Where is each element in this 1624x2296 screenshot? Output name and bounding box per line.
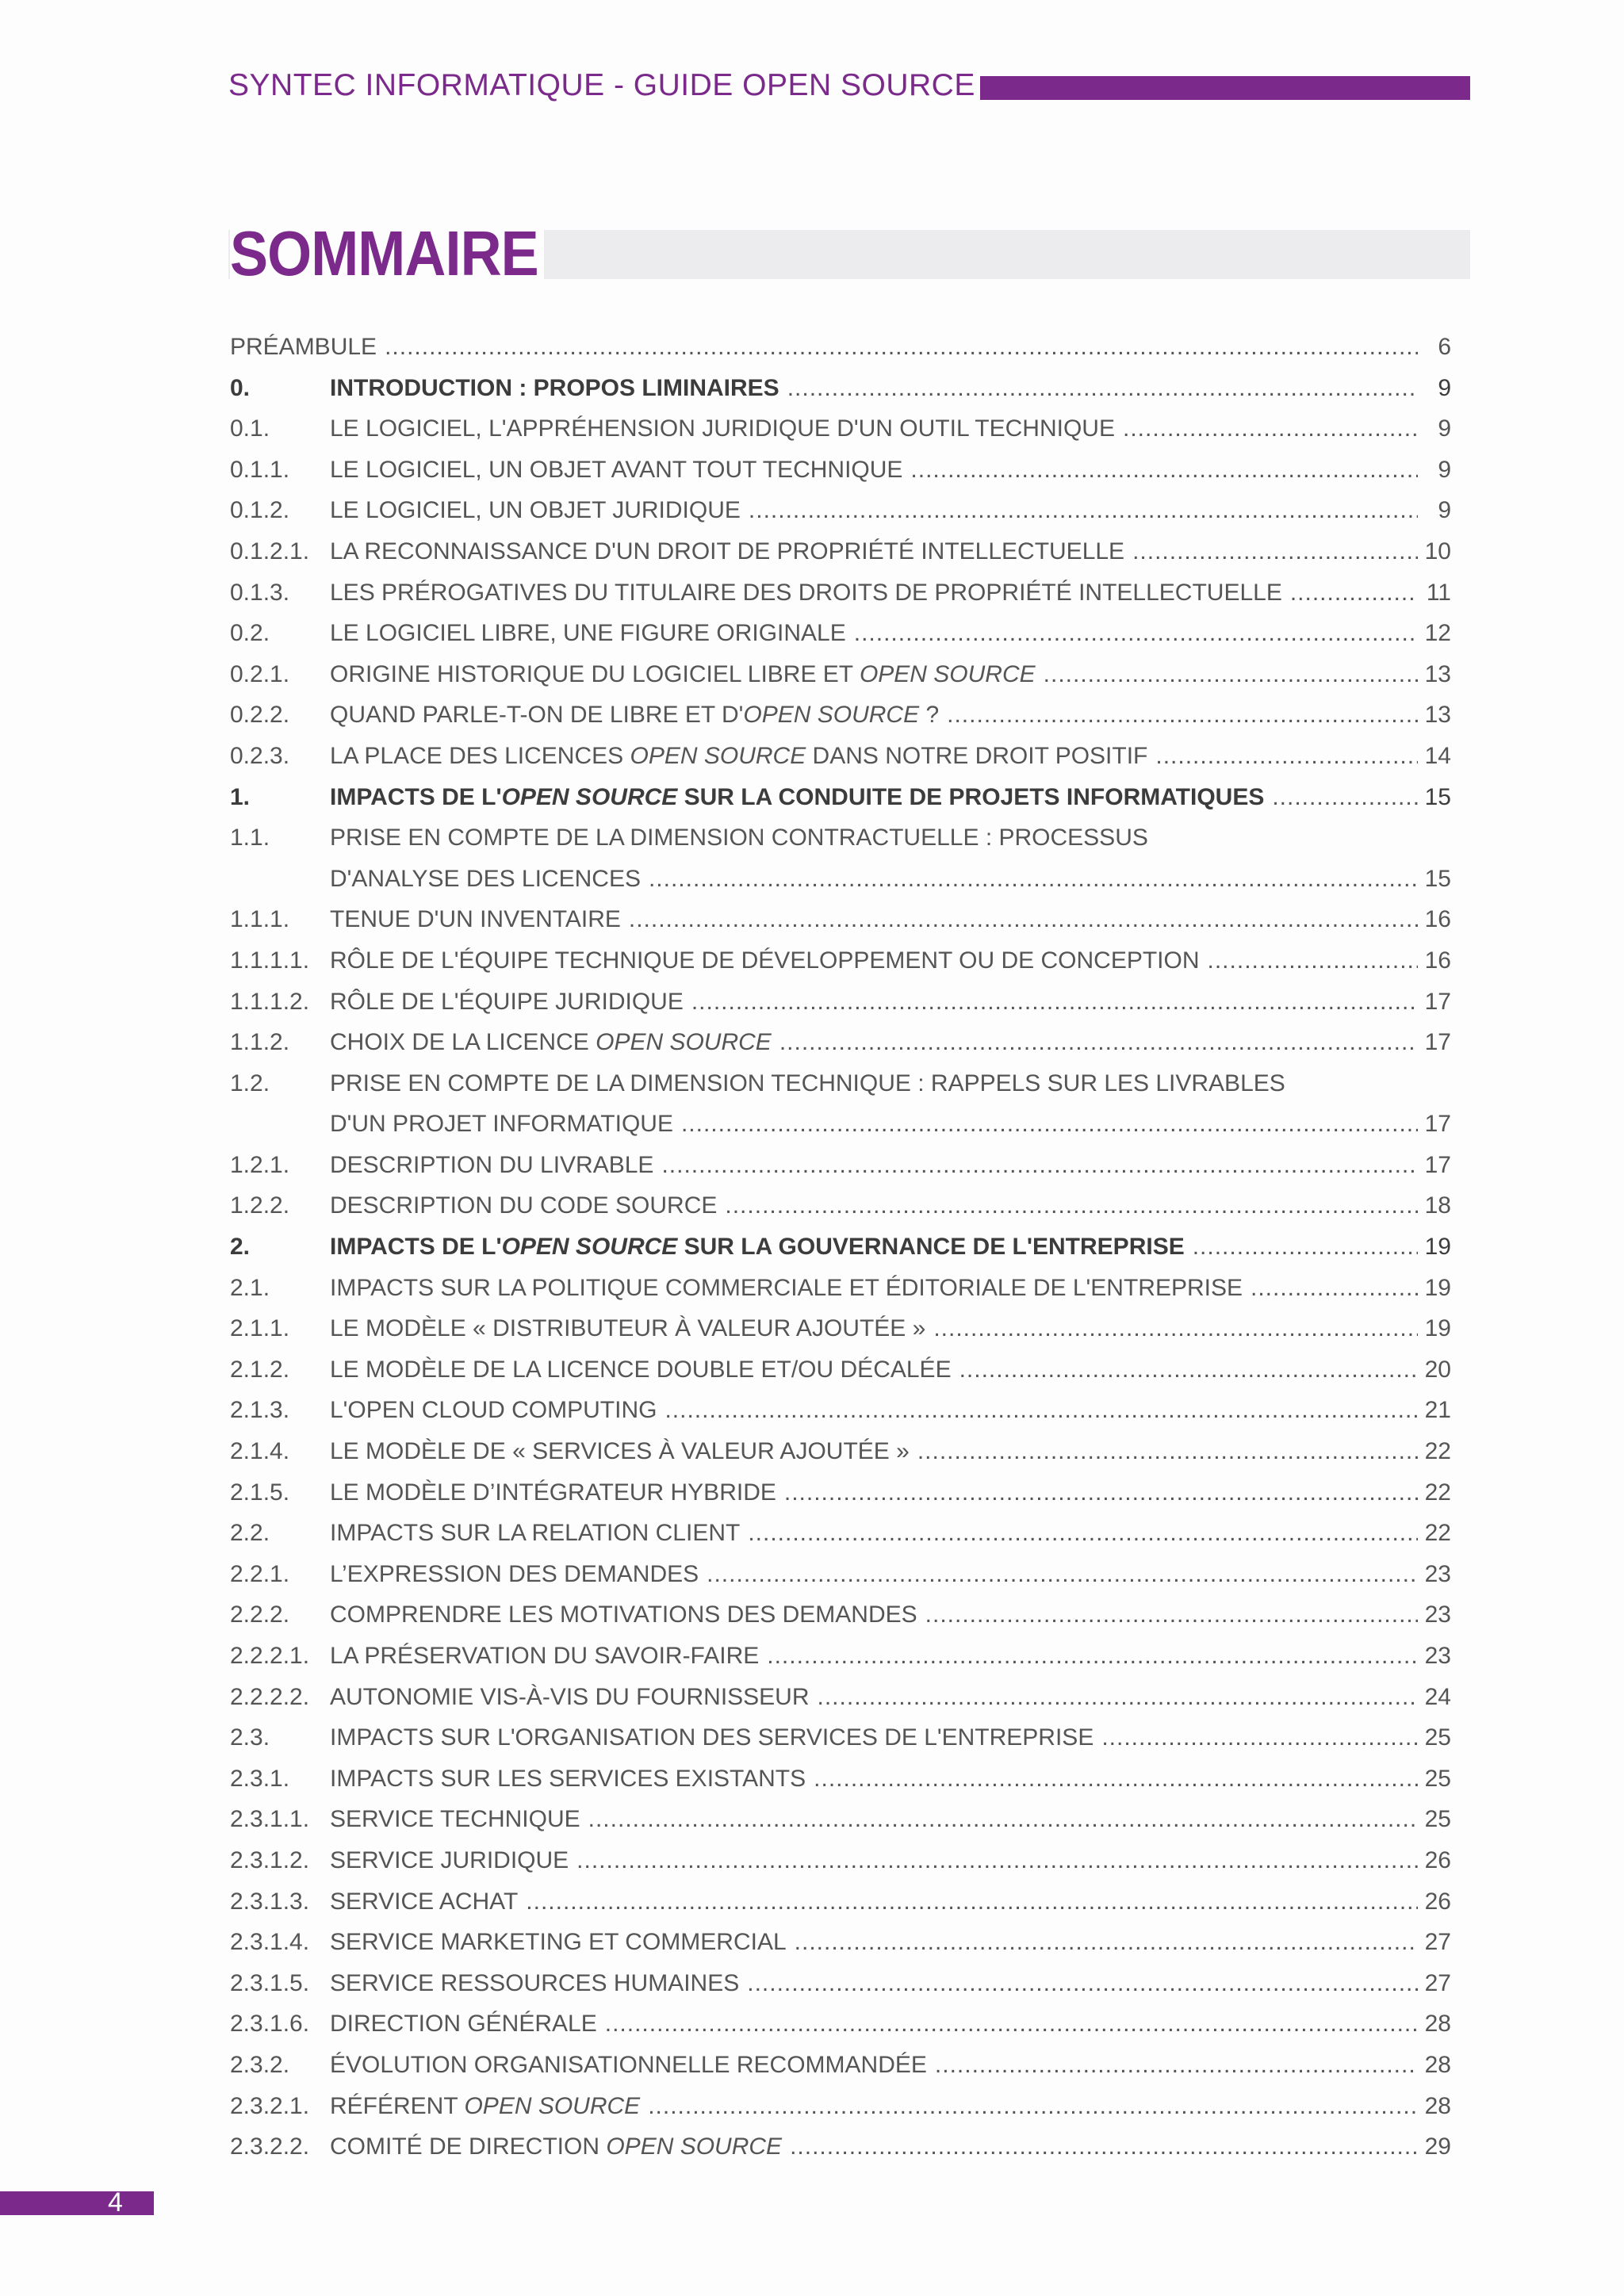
toc-entry-number: 2.3.2. bbox=[230, 2051, 290, 2078]
toc-entry bbox=[230, 1963, 1451, 2004]
toc-entry-title: SERVICE JURIDIQUE bbox=[330, 1846, 569, 1873]
toc-entry-number: 2.1.5. bbox=[230, 1479, 290, 1506]
toc-entry-title: LES PRÉROGATIVES DU TITULAIRE DES DROITS DE PROPRIÉTÉ INTELLECTUELLE bbox=[330, 579, 1282, 606]
toc-dot-leader bbox=[959, 1349, 1418, 1391]
toc-entry-page: 25 bbox=[1424, 1806, 1451, 1833]
toc-entry-title: IMPACTS DE L'OPEN SOURCE SUR LA CONDUITE DE PROJETS INFORMATIQUES bbox=[330, 783, 1265, 810]
toc-entry-number: 2.3.1.6. bbox=[230, 2011, 310, 2038]
toc-entry bbox=[230, 531, 1451, 572]
toc-entry bbox=[230, 1677, 1451, 1718]
toc-entry-title: QUAND PARLE-T-ON DE LIBRE ET D'OPEN SOURCE ? bbox=[330, 702, 940, 729]
toc-dot-leader bbox=[854, 613, 1418, 654]
toc-entry-page: 11 bbox=[1426, 579, 1451, 606]
toc-entry-page: 19 bbox=[1424, 1234, 1451, 1261]
toc-dot-leader bbox=[576, 1840, 1418, 1881]
toc-entry-number: 1.1. bbox=[230, 825, 270, 851]
toc-dot-leader bbox=[1272, 777, 1418, 818]
toc-entry bbox=[230, 408, 1451, 450]
toc-entry bbox=[230, 859, 1451, 900]
toc-entry bbox=[230, 1840, 1451, 1881]
toc-entry-page: 19 bbox=[1424, 1315, 1451, 1342]
toc-entry bbox=[230, 1349, 1451, 1391]
toc-entry-number: 2.3.1.1. bbox=[230, 1806, 310, 1833]
toc-entry bbox=[230, 982, 1451, 1023]
toc-entry-number: 2.2.1. bbox=[230, 1560, 290, 1587]
toc-entry bbox=[230, 736, 1451, 777]
toc-entry bbox=[230, 2126, 1451, 2168]
toc-entry bbox=[230, 1636, 1451, 1677]
toc-entry-page: 12 bbox=[1424, 620, 1451, 647]
toc-entry-page: 27 bbox=[1424, 1969, 1451, 1996]
toc-entry-page: 21 bbox=[1424, 1397, 1451, 1424]
toc-entry bbox=[230, 1472, 1451, 1513]
toc-entry-title: DESCRIPTION DU CODE SOURCE bbox=[330, 1192, 718, 1219]
toc-entry-page: 22 bbox=[1424, 1520, 1451, 1547]
toc-entry-title: AUTONOMIE VIS-À-VIS DU FOURNISSEUR bbox=[330, 1683, 810, 1710]
toc-entry-page: 26 bbox=[1424, 1846, 1451, 1873]
toc-entry bbox=[230, 1431, 1451, 1472]
toc-entry-number: 2.3.2.2. bbox=[230, 2133, 310, 2160]
toc-entry bbox=[230, 1226, 1451, 1268]
toc-dot-leader bbox=[935, 2045, 1418, 2086]
toc-dot-leader bbox=[910, 450, 1418, 491]
toc-dot-leader bbox=[1132, 531, 1418, 572]
toc-dot-leader bbox=[629, 899, 1418, 940]
toc-dot-leader bbox=[784, 1472, 1418, 1513]
toc-entry-number: 0. bbox=[230, 374, 251, 401]
toc-entry bbox=[230, 450, 1451, 491]
toc-entry bbox=[230, 2086, 1451, 2127]
toc-entry-page: 28 bbox=[1424, 2051, 1451, 2078]
toc-entry-page: 23 bbox=[1424, 1601, 1451, 1628]
page-number: 4 bbox=[108, 2187, 123, 2218]
toc-entry-page: 23 bbox=[1424, 1560, 1451, 1587]
toc-entry bbox=[230, 1022, 1451, 1063]
toc-entry-title: LE LOGICIEL, UN OBJET JURIDIQUE bbox=[330, 497, 741, 524]
toc-entry-title: DESCRIPTION DU LIVRABLE bbox=[330, 1151, 654, 1178]
toc-entry bbox=[230, 1594, 1451, 1636]
toc-entry bbox=[230, 777, 1451, 818]
toc-entry-number: 2.2.2. bbox=[230, 1601, 290, 1628]
toc-entry-title: L'OPEN CLOUD COMPUTING bbox=[330, 1397, 657, 1424]
toc-entry-title: ORIGINE HISTORIQUE DU LOGICIEL LIBRE ET OPEN SOURCE bbox=[330, 660, 1036, 687]
toc-entry-page: 9 bbox=[1438, 497, 1451, 524]
toc-entry-number: 0.2.1. bbox=[230, 660, 290, 687]
toc-dot-leader bbox=[707, 1554, 1418, 1595]
toc-entry bbox=[230, 1881, 1451, 1923]
toc-entry-title: DIRECTION GÉNÉRALE bbox=[330, 2011, 597, 2038]
toc-entry-page: 15 bbox=[1424, 783, 1451, 810]
toc-entry-number: 2.2. bbox=[230, 1520, 270, 1547]
toc-dot-leader bbox=[1251, 1268, 1418, 1309]
toc-entry-number: 2.3. bbox=[230, 1724, 270, 1751]
toc-entry-page: 22 bbox=[1424, 1438, 1451, 1465]
toc-entry-number: 2.1.4. bbox=[230, 1438, 290, 1465]
toc-entry-title: LE LOGICIEL, L'APPRÉHENSION JURIDIQUE D'UN OUTIL TECHNIQUE bbox=[330, 415, 1115, 442]
toc-entry-page: 17 bbox=[1424, 988, 1451, 1015]
toc-entry-page: 9 bbox=[1438, 456, 1451, 483]
toc-entry-title: SERVICE TECHNIQUE bbox=[330, 1806, 580, 1833]
toc-entry-number: 1.1.1. bbox=[230, 906, 290, 933]
toc-entry bbox=[230, 899, 1451, 940]
toc-dot-leader bbox=[1101, 1717, 1418, 1758]
toc-dot-leader bbox=[1044, 654, 1418, 695]
toc-entry-page: 19 bbox=[1424, 1274, 1451, 1301]
toc-dot-leader bbox=[681, 1104, 1418, 1145]
toc-entry-number: 0.1.1. bbox=[230, 456, 290, 483]
toc-entry-number: 2.1.2. bbox=[230, 1356, 290, 1383]
toc-entry-title: LE LOGICIEL, UN OBJET AVANT TOUT TECHNIQUE bbox=[330, 456, 903, 483]
toc-entry bbox=[230, 1145, 1451, 1186]
toc-entry-page: 9 bbox=[1438, 415, 1451, 442]
toc-dot-leader bbox=[787, 368, 1418, 409]
toc-entry-title: LE MODÈLE D’INTÉGRATEUR HYBRIDE bbox=[330, 1479, 776, 1506]
toc-entry-page: 29 bbox=[1424, 2133, 1451, 2160]
toc-entry bbox=[230, 613, 1451, 654]
toc-entry-page: 28 bbox=[1424, 2011, 1451, 2038]
toc-entry bbox=[230, 1717, 1451, 1758]
toc-dot-leader bbox=[767, 1636, 1418, 1677]
toc-entry-title: COMITÉ DE DIRECTION OPEN SOURCE bbox=[330, 2133, 783, 2160]
toc-entry bbox=[230, 1390, 1451, 1431]
toc-entry-number: 2.3.1.2. bbox=[230, 1846, 310, 1873]
toc-entry-number: 0.1. bbox=[230, 415, 270, 442]
toc-entry-page: 20 bbox=[1424, 1356, 1451, 1383]
toc-entry bbox=[230, 490, 1451, 531]
toc-entry-number: 0.2.3. bbox=[230, 742, 290, 769]
toc-entry-title: L’EXPRESSION DES DEMANDES bbox=[330, 1560, 699, 1587]
toc-entry-page: 6 bbox=[1438, 334, 1451, 360]
toc-entry-number: 1.2. bbox=[230, 1070, 270, 1096]
toc-entry-number: 1.2.2. bbox=[230, 1192, 290, 1219]
toc-entry-title: TENUE D'UN INVENTAIRE bbox=[330, 906, 621, 933]
toc-entry bbox=[230, 1308, 1451, 1349]
toc-entry bbox=[230, 695, 1451, 736]
toc-entry-title: CHOIX DE LA LICENCE OPEN SOURCE bbox=[330, 1029, 772, 1056]
toc-entry-page: 22 bbox=[1424, 1479, 1451, 1506]
toc-entry-page: 27 bbox=[1424, 1929, 1451, 1956]
toc-dot-leader bbox=[1123, 408, 1418, 450]
toc-entry-number: 2.2.2.1. bbox=[230, 1643, 310, 1669]
toc-entry-number: 0.2. bbox=[230, 620, 270, 647]
toc-entry-title: RÔLE DE L'ÉQUIPE TECHNIQUE DE DÉVELOPPEMENT OU DE CONCEPTION bbox=[330, 947, 1200, 974]
toc-dot-leader bbox=[649, 859, 1418, 900]
toc-entry-title: PRISE EN COMPTE DE LA DIMENSION TECHNIQUE : RAPPELS SUR LES LIVRABLES bbox=[330, 1070, 1285, 1096]
toc-entry-page: 25 bbox=[1424, 1765, 1451, 1792]
toc-dot-leader bbox=[605, 2003, 1418, 2045]
toc-dot-leader bbox=[814, 1758, 1418, 1800]
toc-entry-title: RÔLE DE L'ÉQUIPE JURIDIQUE bbox=[330, 988, 684, 1015]
toc-entry-number: PRÉAMBULE bbox=[230, 334, 377, 360]
toc-entry-number: 2. bbox=[230, 1234, 251, 1261]
toc-entry-number: 1.1.1.1. bbox=[230, 947, 310, 974]
toc-entry-title: RÉFÉRENT OPEN SOURCE bbox=[330, 2092, 641, 2119]
toc-entry bbox=[230, 1063, 1451, 1104]
toc-entry-title: LA PRÉSERVATION DU SAVOIR-FAIRE bbox=[330, 1643, 760, 1669]
toc-entry-page: 16 bbox=[1424, 906, 1451, 933]
toc-dot-leader bbox=[1208, 940, 1418, 982]
toc-dot-leader bbox=[526, 1881, 1418, 1923]
toc-dot-leader bbox=[1193, 1226, 1418, 1268]
toc-entry-number: 2.1.3. bbox=[230, 1397, 290, 1424]
toc-entry-page: 17 bbox=[1424, 1029, 1451, 1056]
toc-entry-number: 0.1.2. bbox=[230, 497, 290, 524]
toc-entry-number: 1.1.2. bbox=[230, 1029, 290, 1056]
toc-dot-leader bbox=[588, 1799, 1418, 1840]
toc-entry-title: IMPACTS DE L'OPEN SOURCE SUR LA GOUVERNANCE DE L'ENTREPRISE bbox=[330, 1234, 1185, 1261]
toc-entry-page: 13 bbox=[1424, 660, 1451, 687]
toc-entry-title: LE MODÈLE DE LA LICENCE DOUBLE ET/OU DÉCALÉE bbox=[330, 1356, 952, 1383]
toc-dot-leader bbox=[925, 1594, 1418, 1636]
toc-entry-number: 2.3.2.1. bbox=[230, 2092, 310, 2119]
footer-accent-bar bbox=[0, 2191, 154, 2215]
toc-entry-page: 18 bbox=[1424, 1192, 1451, 1219]
running-header: SYNTEC INFORMATIQUE - GUIDE OPEN SOURCE bbox=[228, 68, 980, 103]
toc-entry-title: D'UN PROJET INFORMATIQUE bbox=[330, 1111, 673, 1138]
toc-dot-leader bbox=[947, 695, 1418, 736]
toc-entry-number: 0.1.2.1. bbox=[230, 538, 310, 564]
toc-dot-leader bbox=[725, 1185, 1418, 1226]
toc-entry-page: 10 bbox=[1424, 538, 1451, 564]
toc-entry bbox=[230, 327, 1451, 368]
toc-entry-title: PRISE EN COMPTE DE LA DIMENSION CONTRACTUELLE : PROCESSUS bbox=[330, 825, 1148, 851]
toc-dot-leader bbox=[1155, 736, 1418, 777]
toc-entry-title: IMPACTS SUR LES SERVICES EXISTANTS bbox=[330, 1765, 806, 1792]
toc-entry-number: 0.2.2. bbox=[230, 702, 290, 729]
toc-entry-page: 28 bbox=[1424, 2092, 1451, 2119]
toc-entry bbox=[230, 940, 1451, 982]
toc-dot-leader bbox=[385, 327, 1418, 368]
toc-dot-leader bbox=[933, 1308, 1418, 1349]
toc-entry bbox=[230, 1185, 1451, 1226]
toc-entry-page: 13 bbox=[1424, 702, 1451, 729]
toc-entry-title: LA RECONNAISSANCE D'UN DROIT DE PROPRIÉTÉ INTELLECTUELLE bbox=[330, 538, 1125, 564]
toc-dot-leader bbox=[665, 1390, 1418, 1431]
toc-dot-leader bbox=[790, 2126, 1418, 2168]
toc-entry bbox=[230, 2003, 1451, 2045]
toc-entry bbox=[230, 1268, 1451, 1309]
toc-entry-number: 1. bbox=[230, 783, 251, 810]
toc-dot-leader bbox=[749, 490, 1418, 531]
toc-entry-title: D'ANALYSE DES LICENCES bbox=[330, 865, 641, 892]
toc-entry-title: COMPRENDRE LES MOTIVATIONS DES DEMANDES bbox=[330, 1601, 917, 1628]
toc-entry-number: 2.2.2.2. bbox=[230, 1683, 310, 1710]
toc-dot-leader bbox=[795, 1922, 1418, 1963]
toc-entry-page: 9 bbox=[1438, 374, 1451, 401]
toc-entry-page: 26 bbox=[1424, 1888, 1451, 1915]
toc-entry bbox=[230, 1922, 1451, 1963]
table-of-contents bbox=[230, 327, 1451, 2168]
toc-entry bbox=[230, 817, 1451, 859]
toc-entry-page: 15 bbox=[1424, 865, 1451, 892]
toc-entry-number: 2.1. bbox=[230, 1274, 270, 1301]
toc-entry-title: IMPACTS SUR LA POLITIQUE COMMERCIALE ET ÉDITORIALE DE L'ENTREPRISE bbox=[330, 1274, 1243, 1301]
toc-entry bbox=[230, 1799, 1451, 1840]
toc-entry bbox=[230, 368, 1451, 409]
toc-entry-title: INTRODUCTION : PROPOS LIMINAIRES bbox=[330, 374, 779, 401]
toc-entry-number: 2.3.1.3. bbox=[230, 1888, 310, 1915]
toc-entry bbox=[230, 1513, 1451, 1554]
toc-entry-page: 24 bbox=[1424, 1683, 1451, 1710]
toc-dot-leader bbox=[747, 1963, 1418, 2004]
toc-dot-leader bbox=[917, 1431, 1418, 1472]
toc-entry-page: 17 bbox=[1424, 1151, 1451, 1178]
toc-entry-title: LE MODÈLE « DISTRIBUTEUR À VALEUR AJOUTÉE » bbox=[330, 1315, 926, 1342]
toc-entry-title: ÉVOLUTION ORGANISATIONNELLE RECOMMANDÉE bbox=[330, 2051, 927, 2078]
toc-dot-leader bbox=[648, 2086, 1418, 2127]
toc-entry-number: 1.2.1. bbox=[230, 1151, 290, 1178]
toc-entry-page: 25 bbox=[1424, 1724, 1451, 1751]
toc-entry-title: IMPACTS SUR L'ORGANISATION DES SERVICES DE L'ENTREPRISE bbox=[330, 1724, 1094, 1751]
toc-dot-leader bbox=[818, 1677, 1418, 1718]
toc-entry-page: 17 bbox=[1424, 1111, 1451, 1138]
toc-entry-title: LE MODÈLE DE « SERVICES À VALEUR AJOUTÉE » bbox=[330, 1438, 910, 1465]
toc-entry bbox=[230, 1758, 1451, 1800]
page-title: SOMMAIRE bbox=[230, 216, 544, 292]
toc-entry bbox=[230, 1554, 1451, 1595]
toc-entry-page: 14 bbox=[1424, 742, 1451, 769]
toc-entry bbox=[230, 2045, 1451, 2086]
toc-dot-leader bbox=[691, 982, 1418, 1023]
toc-dot-leader bbox=[748, 1513, 1418, 1554]
toc-entry-number: 2.3.1.5. bbox=[230, 1969, 310, 1996]
toc-entry bbox=[230, 572, 1451, 614]
toc-entry-number: 2.3.1. bbox=[230, 1765, 290, 1792]
toc-entry-number: 0.1.3. bbox=[230, 579, 290, 606]
toc-entry-page: 16 bbox=[1424, 947, 1451, 974]
toc-entry bbox=[230, 654, 1451, 695]
toc-entry-number: 1.1.1.2. bbox=[230, 988, 310, 1015]
toc-dot-leader bbox=[779, 1022, 1418, 1063]
toc-entry-title: SERVICE MARKETING ET COMMERCIAL bbox=[330, 1929, 787, 1956]
toc-entry-title: SERVICE ACHAT bbox=[330, 1888, 519, 1915]
toc-entry-title: LA PLACE DES LICENCES OPEN SOURCE DANS NOTRE DROIT POSITIF bbox=[330, 742, 1148, 769]
toc-entry bbox=[230, 1104, 1451, 1145]
toc-dot-leader bbox=[1290, 572, 1418, 614]
toc-entry-page: 23 bbox=[1424, 1643, 1451, 1669]
toc-entry-title: SERVICE RESSOURCES HUMAINES bbox=[330, 1969, 740, 1996]
toc-entry-number: 2.3.1.4. bbox=[230, 1929, 310, 1956]
toc-entry-title: IMPACTS SUR LA RELATION CLIENT bbox=[330, 1520, 741, 1547]
toc-dot-leader bbox=[661, 1145, 1418, 1186]
toc-entry-number: 2.1.1. bbox=[230, 1315, 290, 1342]
toc-entry-title: LE LOGICIEL LIBRE, UNE FIGURE ORIGINALE bbox=[330, 620, 846, 647]
